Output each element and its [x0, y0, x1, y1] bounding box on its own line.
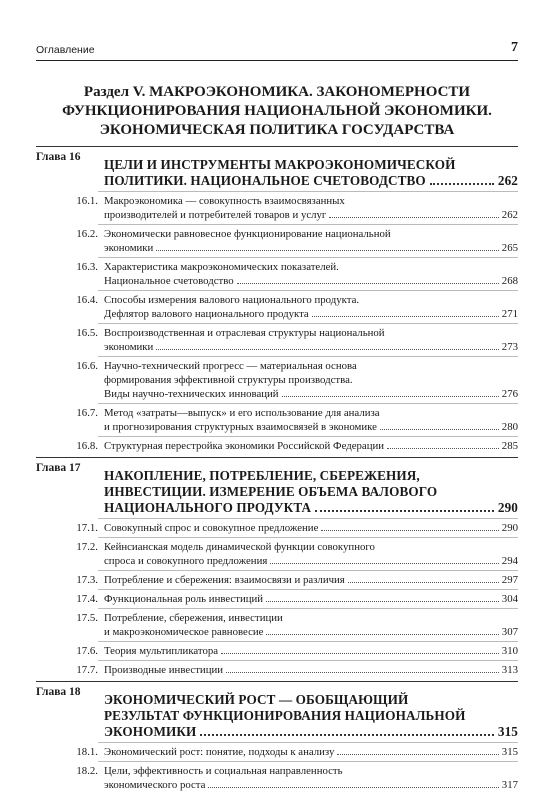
divider: [98, 608, 518, 609]
toc-entry[interactable]: [36, 359, 518, 401]
dot-leader: [200, 734, 494, 736]
entry-title-line: Дефлятор валового национального продукта: [104, 308, 309, 320]
entry-number: 17.1.: [76, 522, 98, 534]
entry-title-line: экономического роста: [104, 779, 206, 791]
entry-title-line: экономики: [104, 341, 154, 353]
divider: [98, 356, 518, 357]
toc-entry[interactable]: [36, 260, 518, 288]
chapter-title-line: ЦЕЛИ И ИНСТРУМЕНТЫ МАКРОЭКОНОМИЧЕСКОЙ: [104, 157, 456, 172]
entry-number: 17.3.: [76, 574, 98, 586]
toc-entry[interactable]: [36, 663, 518, 677]
entry-title-line: Виды научно-технических инноваций: [104, 388, 279, 400]
entry-number: 17.4.: [76, 593, 98, 605]
divider: [98, 436, 518, 437]
chapter-title-line: НАЦИОНАЛЬНОГО ПРОДУКТА: [104, 500, 312, 515]
entry-number: 16.3.: [76, 261, 98, 273]
entry-title-last-line: [104, 420, 518, 434]
section-title-line: Раздел V. МАКРОЭКОНОМИКА. ЗАКОНОМЕРНОСТИ: [83, 84, 471, 100]
dot-leader: [348, 582, 499, 583]
entry-title-line: и прогнозирования структурных взаимосвязей в экономике: [104, 421, 377, 433]
toc-entry[interactable]: [36, 406, 518, 434]
entry-number: 16.2.: [76, 228, 98, 240]
entry-title-line: Национальное счетоводство: [104, 275, 234, 287]
entry-title-line: Теория мультипликатора: [104, 645, 219, 657]
dot-leader: [315, 510, 494, 512]
entry-title-line: Потребление, сбережения, инвестиции: [104, 612, 283, 624]
chapter-page-number: 315: [497, 724, 518, 739]
toc-entry[interactable]: [36, 592, 518, 606]
entry-page-number: 265: [501, 242, 518, 254]
dot-leader: [221, 653, 499, 654]
entry-title: [104, 644, 518, 658]
entry-title: [104, 293, 518, 321]
entry-page-number: 285: [501, 440, 518, 452]
entry-page-number: 317: [501, 779, 518, 791]
dot-leader: [266, 601, 499, 602]
entry-title-line: спроса и совокупного предложения: [104, 555, 268, 567]
entry-title-line: Кейнсианская модель динамической функции совокупного: [104, 541, 375, 553]
toc-entry[interactable]: [36, 293, 518, 321]
dot-leader: [387, 448, 499, 449]
entry-title-line: Воспроизводственная и отраслевая структуры национальной: [104, 327, 385, 339]
dot-leader: [430, 183, 494, 185]
entry-page-number: 273: [501, 341, 518, 353]
toc-entry[interactable]: [36, 611, 518, 639]
entry-title-line: и макроэкономическое равновесие: [104, 626, 264, 638]
toc-entry[interactable]: [36, 521, 518, 535]
entry-number: 17.5.: [76, 612, 98, 624]
entry-page-number: 290: [501, 522, 518, 534]
toc-entry[interactable]: [36, 573, 518, 587]
entry-title-line: Потребление и сбережения: взаимосвязи и различия: [104, 574, 345, 586]
entry-page-number: 315: [501, 746, 518, 758]
running-header: [36, 40, 518, 61]
chapter-block: [36, 681, 518, 792]
dot-leader: [226, 672, 499, 673]
divider: [98, 589, 518, 590]
chapter-title-line: ЭКОНОМИЧЕСКИЙ РОСТ — ОБОБЩАЮЩИЙ: [104, 692, 409, 707]
entry-title-last-line: [104, 592, 518, 606]
toc-page: [36, 40, 518, 794]
dot-leader: [282, 396, 499, 397]
entry-title: [104, 592, 518, 606]
entry-number: 16.4.: [76, 294, 98, 306]
chapter-title-line: ПОЛИТИКИ. НАЦИОНАЛЬНОЕ СЧЕТОВОДСТВО: [104, 173, 426, 188]
entry-title-last-line: [104, 663, 518, 677]
dot-leader: [270, 563, 498, 564]
entry-page-number: 297: [501, 574, 518, 586]
entry-page-number: 294: [501, 555, 518, 567]
entry-page-number: 276: [501, 388, 518, 400]
entry-number: 18.2.: [76, 765, 98, 777]
dot-leader: [156, 250, 498, 251]
entry-title-line: формирования эффективной структуры производства.: [104, 374, 353, 386]
entry-title: [104, 406, 518, 434]
toc-entry[interactable]: [36, 439, 518, 453]
entry-title: [104, 573, 518, 587]
entry-title: [104, 611, 518, 639]
entry-number: 17.2.: [76, 541, 98, 553]
page-number: 7: [511, 40, 518, 55]
entry-title: [104, 260, 518, 288]
entry-title-last-line: [104, 340, 518, 354]
chapter-title-line: НАКОПЛЕНИЕ, ПОТРЕБЛЕНИЕ, СБЕРЕЖЕНИЯ,: [104, 468, 420, 483]
section-title-line: ФУНКЦИОНИРОВАНИЯ НАЦИОНАЛЬНОЙ ЭКОНОМИКИ.: [62, 103, 492, 119]
entry-title-last-line: [104, 439, 518, 453]
chapter-title-line: РЕЗУЛЬТАТ ФУНКЦИОНИРОВАНИЯ НАЦИОНАЛЬНОЙ: [104, 708, 466, 723]
entry-page-number: 268: [501, 275, 518, 287]
chapter-block: [36, 457, 518, 677]
entry-page-number: 310: [501, 645, 518, 657]
entry-title: [104, 359, 518, 401]
entry-title-line: Производные инвестиции: [104, 664, 224, 676]
dot-leader: [237, 283, 499, 284]
chapter-page-number: 290: [497, 500, 518, 515]
entry-title-line: Макроэкономика — совокупность взаимосвязанных: [104, 195, 345, 207]
entry-title-last-line: [104, 573, 518, 587]
entry-page-number: 262: [501, 209, 518, 221]
entry-title-line: Структурная перестройка экономики Российской Федерации: [104, 440, 385, 452]
dot-leader: [312, 316, 499, 317]
entry-title: [104, 663, 518, 677]
dot-leader: [337, 754, 498, 755]
entry-page-number: 304: [501, 593, 518, 605]
entry-title-line: Метод «затраты—выпуск» и его использование для анализа: [104, 407, 380, 419]
entry-title-line: Научно-технический прогресс — материальная основа: [104, 360, 357, 372]
entry-title: [104, 521, 518, 535]
chapter-title-last-line: [104, 500, 518, 516]
divider: [98, 290, 518, 291]
entry-number: 16.7.: [76, 407, 98, 419]
divider: [98, 323, 518, 324]
toc-entry[interactable]: [36, 644, 518, 658]
entry-title-line: экономики: [104, 242, 154, 254]
entry-title-line: Экономически равновесное функционирование национальной: [104, 228, 391, 240]
chapter-page-number: 262: [497, 173, 518, 188]
divider: [98, 403, 518, 404]
section-title-line: ЭКОНОМИЧЕСКАЯ ПОЛИТИКА ГОСУДАРСТВА: [99, 122, 455, 138]
divider: [98, 257, 518, 258]
entry-title-last-line: [104, 625, 518, 639]
toc-entry[interactable]: [36, 540, 518, 568]
entry-title-last-line: [104, 387, 518, 401]
entry-number: 17.6.: [76, 645, 98, 657]
section-title: [36, 83, 518, 140]
chapter-label: Глава 17: [36, 462, 81, 474]
entry-title: [104, 326, 518, 354]
chapter-title[interactable]: [104, 686, 518, 742]
entry-title-line: производителей и потребителей товаров и услуг: [104, 209, 327, 221]
dot-leader: [321, 530, 498, 531]
chapter-label: Глава 16: [36, 151, 81, 163]
entry-title-last-line: [104, 554, 518, 568]
dot-leader: [208, 787, 498, 788]
entry-title-line: Способы измерения валового национального продукта.: [104, 294, 360, 306]
entry-title-line: Функциональная роль инвестиций: [104, 593, 264, 605]
entry-title-last-line: [104, 778, 518, 792]
chapter-title-last-line: [104, 724, 518, 740]
chapter-title-last-line: [104, 173, 518, 189]
divider: [98, 660, 518, 661]
chapter-label: Глава 18: [36, 686, 81, 698]
entry-page-number: 313: [501, 664, 518, 676]
divider: [98, 224, 518, 225]
divider: [98, 742, 518, 743]
entry-page-number: 307: [501, 626, 518, 638]
entry-title-last-line: [104, 644, 518, 658]
divider: [98, 191, 518, 192]
entry-title: [104, 745, 518, 759]
entry-title-last-line: [104, 274, 518, 288]
chapter-title[interactable]: [104, 462, 518, 518]
entry-number: 16.1.: [76, 195, 98, 207]
entry-number: 16.8.: [76, 440, 98, 452]
header-title: Оглавление: [36, 44, 95, 56]
divider: [98, 570, 518, 571]
entry-title-last-line: [104, 745, 518, 759]
entry-title: [104, 194, 518, 222]
entry-title-last-line: [104, 307, 518, 321]
toc-entry[interactable]: [36, 764, 518, 792]
entry-title-line: Совокупный спрос и совокупное предложение: [104, 522, 319, 534]
chapter-list: [36, 146, 518, 792]
entry-title-line: Характеристика макроэкономических показателей.: [104, 261, 339, 273]
entry-title-line: Цели, эффективность и социальная направленность: [104, 765, 343, 777]
toc-entry[interactable]: [36, 745, 518, 759]
divider: [98, 518, 518, 519]
toc-entry[interactable]: [36, 227, 518, 255]
chapter-block: [36, 146, 518, 453]
entry-number: 16.6.: [76, 360, 98, 372]
entry-title: [104, 439, 518, 453]
chapter-title-line: ЭКОНОМИКИ: [104, 724, 197, 739]
chapter-title[interactable]: [104, 151, 518, 191]
entry-page-number: 280: [501, 421, 518, 433]
divider: [98, 641, 518, 642]
dot-leader: [266, 634, 498, 635]
divider: [98, 761, 518, 762]
entry-title-line: Экономический рост: понятие, подходы к анализу: [104, 746, 335, 758]
divider: [98, 537, 518, 538]
toc-entry[interactable]: [36, 326, 518, 354]
dot-leader: [156, 349, 498, 350]
entry-page-number: 271: [501, 308, 518, 320]
dot-leader: [329, 217, 498, 218]
entry-title: [104, 764, 518, 792]
entry-title-last-line: [104, 208, 518, 222]
entry-number: 16.5.: [76, 327, 98, 339]
entry-title: [104, 540, 518, 568]
chapter-title-line: ИНВЕСТИЦИИ. ИЗМЕРЕНИЕ ОБЪЕМА ВАЛОВОГО: [104, 484, 438, 499]
entry-title-last-line: [104, 521, 518, 535]
entry-number: 17.7.: [76, 664, 98, 676]
entry-title: [104, 227, 518, 255]
entry-title-last-line: [104, 241, 518, 255]
dot-leader: [380, 429, 499, 430]
toc-entry[interactable]: [36, 194, 518, 222]
entry-number: 18.1.: [76, 746, 98, 758]
